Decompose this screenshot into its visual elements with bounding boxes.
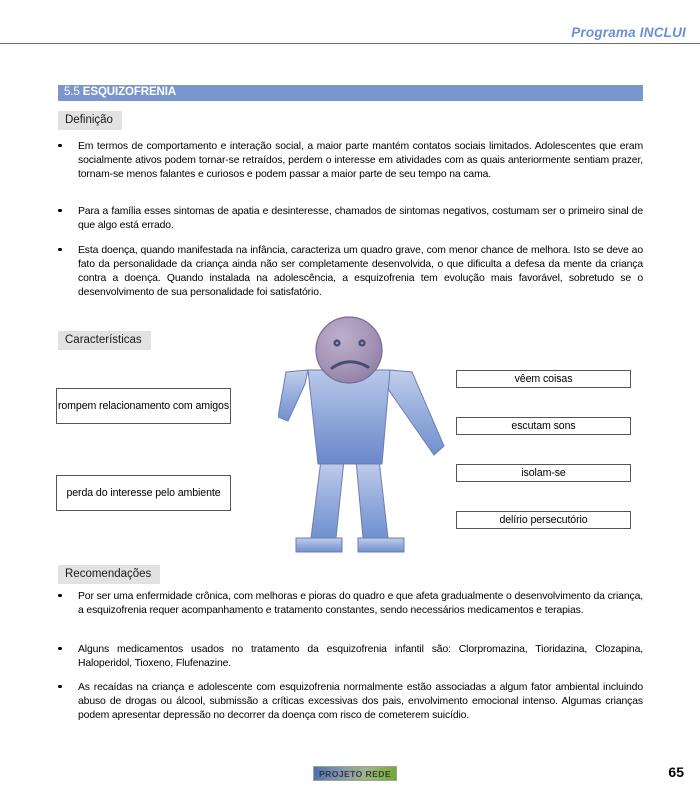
callout-rompem-relacionamento: rompem relacionamento com amigos <box>56 388 231 424</box>
chip-caracteristicas: Características <box>58 331 151 350</box>
bullet-dot-icon <box>58 647 62 651</box>
recommendation-bullet-2-text: Alguns medicamentos usados no tratamento da esquizofrenia infantil são: Clorpromazina, Tioridazina, Clozapina, Haloperidol, Tioxeno, Flufenazine. <box>78 644 643 670</box>
section-title-text <box>64 86 176 98</box>
page-header <box>0 0 700 46</box>
figure-head <box>316 317 382 383</box>
definition-bullet-3-text: Esta doença, quando manifestada na infância, caracteriza um quadro grave, com menor chance de melhora. Isto se deve ao fato da personalidade da criança ainda não ser completamente desenvolvida, o que dificulta a defesa da mente da criança contra a doença. Quando instalada na adolescência, a esquizofrenia tem evolução mais favorável, sobretudo se o desenvolvimento de sua personalidade foi satisfatório. <box>78 245 643 299</box>
figure-left-arm <box>278 370 308 421</box>
figure-torso <box>308 370 390 464</box>
callout-delirio-persecutorio: delírio persecutório <box>456 511 631 529</box>
recommendation-bullet-1-text: Por ser uma enfermidade crônica, com melhoras e pioras do quadro e que afeta gradualmente o desenvolvimento da criança, a esquizofrenia requer acompanhamento e tratamento constantes, sendo necessários medicamentos e terapias. <box>78 591 643 617</box>
definition-bullet-3 <box>58 244 643 300</box>
definition-bullet-2 <box>58 205 643 233</box>
definition-bullet-1 <box>58 140 643 182</box>
callout-perda-do-interesse: perda do interesse pelo ambiente <box>56 475 231 511</box>
chip-recomendacoes: Recomendações <box>58 565 160 584</box>
section-name: ESQUIZOFRENIA <box>82 86 177 98</box>
callout-escutam-sons: escutam sons <box>456 417 631 435</box>
bullet-dot-icon <box>58 144 62 148</box>
figure-left-foot <box>296 538 342 552</box>
sad-person-figure <box>278 314 453 559</box>
figure-right-foot <box>358 538 404 552</box>
recommendation-bullet-1 <box>58 590 643 618</box>
bullet-dot-icon <box>58 209 62 213</box>
recommendation-bullet-2 <box>58 643 643 671</box>
projeto-rede-logo <box>313 766 397 781</box>
page-number: 65 <box>668 764 684 780</box>
section-title-bar <box>58 85 643 101</box>
header-divider-rule <box>0 43 700 44</box>
projeto-rede-logo-text: PROJETO REDE <box>319 768 391 779</box>
definition-bullet-1-text: Em termos de comportamento e interação social, a maior parte mantém contatos sociais limitados. Adolescentes que eram socialmente ativos podem tornar-se retraídos, perdem o interesse em atividades com as quais anteriormente sentiam prazer, tornam-se menos falantes e curiosos e podem passar a maior parte de seu tempo na cama. <box>78 141 643 181</box>
figure-right-leg <box>356 460 388 538</box>
section-number: 5.5 <box>64 86 83 98</box>
bullet-dot-icon <box>58 685 62 689</box>
figure-right-arm <box>386 370 444 455</box>
figure-left-eye-highlight <box>336 342 339 345</box>
recommendation-bullet-3 <box>58 681 643 723</box>
bullet-dot-icon <box>58 248 62 252</box>
header-program-title: Programa INCLUI <box>571 25 686 40</box>
figure-right-eye-highlight <box>361 342 364 345</box>
definition-bullet-2-text: Para a família esses sintomas de apatia e desinteresse, chamados de sintomas negativos, costumam ser o primeiro sinal de que algo está errado. <box>78 206 643 232</box>
callout-veem-coisas: vêem coisas <box>456 370 631 388</box>
recommendation-bullet-3-text: As recaídas na criança e adolescente com esquizofrenia normalmente estão associadas a algum fator ambiental incluindo abuso de drogas ou álcool, submissão a críticas excessivas dos pais, envolvimento emocional intenso. Algumas crianças podem apresentar depressão no decorrer da doença com risco de cometerem suicídio. <box>78 682 643 722</box>
bullet-dot-icon <box>58 594 62 598</box>
chip-definicao: Definição <box>58 111 122 130</box>
callout-isolam-se: isolam-se <box>456 464 631 482</box>
figure-left-leg <box>311 460 344 538</box>
